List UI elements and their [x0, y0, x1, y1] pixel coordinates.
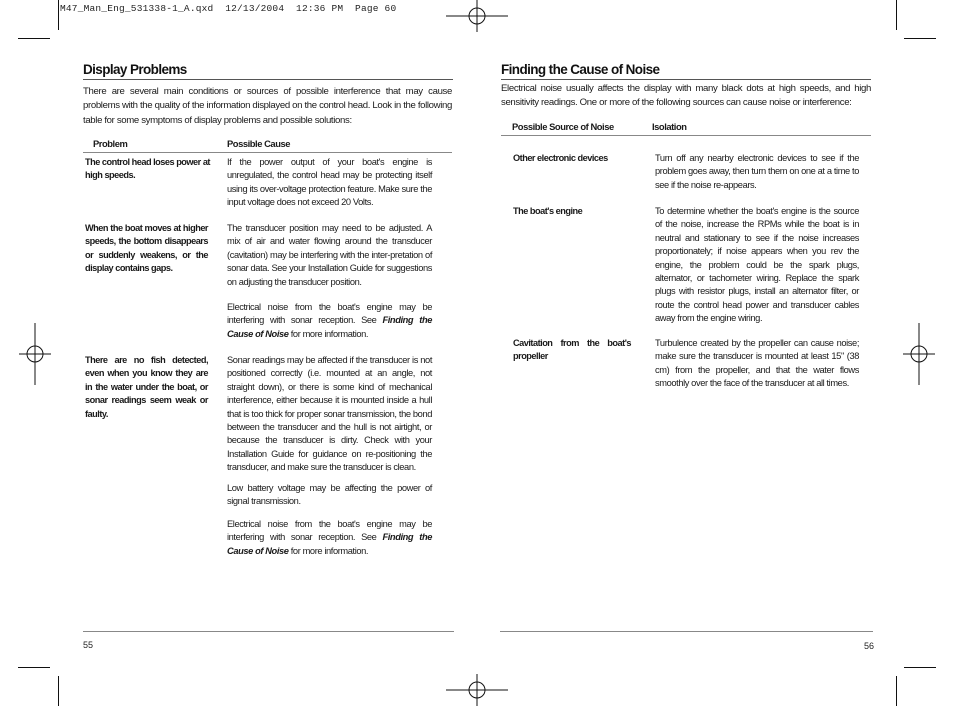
source-cell: The boat's engine	[513, 206, 583, 216]
cause-cell: If the power output of your boat's engine is unregulated, the control head may be protecting itself using its over-voltage protection feature. Make sure the input voltage does not exceed 20 Volts.	[227, 157, 432, 208]
isolation-cell: To determine whether the boat's engine is the source of the noise, increase the RPMs while the boat is in neutral and stationary to see if the noise increases proportionately; if noise appears when you rev the engine, the problem could be the spark plugs, alternator, or tachometer wiring. Replace the spark plugs with resistor plugs, install an alternator filter, or route the control head power and transducer cables away from the engine wiring.	[655, 206, 859, 324]
page-number: 56	[864, 641, 875, 651]
cause-cell: The transducer position may need to be adjusted. A mix of air and water flowing around the transducer (cavitation) may be interfering with the inter-pretation of sonar data. See your Installation Guide for suggestions on adjusting the transducer position.	[227, 223, 432, 287]
source-cell: Cavitation from the boat's propeller	[513, 338, 631, 362]
cross-reference: Finding the Cause of Noise	[227, 315, 432, 339]
cause-cell: Sonar readings may be affected if the transducer is not positioned correctly (i.e. mounted at an angle, not straight down), or there is some kind of mechanical interference, either because it is mounted inside a hull that is too thick for proper sonar transmission, the bond between the transducer and the hull is not airtight, or because the transducer is dirty. Check with your Installation Guide for guidance on re-positioning the transducer, and make sure the transducer is clean.	[227, 355, 432, 473]
source-cell: Other electronic devices	[513, 153, 608, 163]
title-underline	[83, 79, 453, 80]
title-underline	[501, 79, 871, 80]
isolation-cell: Turn off any nearby electronic devices to see if the problem goes away, then turn them on one at a time to see if the noise re-appears.	[655, 153, 859, 190]
registration-mark-icon	[4, 323, 66, 385]
registration-mark-icon	[446, 659, 508, 721]
problem-cell: There are no fish detected, even when you know they are in the water under the boat, or sonar readings seem weak or faulty.	[85, 355, 208, 419]
registration-mark-icon	[888, 323, 950, 385]
footer-rule	[83, 631, 454, 632]
column-header-isolation: Isolation	[652, 121, 687, 132]
isolation-cell: Turbulence created by the propeller can cause noise; make sure the transducer is mounted at least 15" (38 cm) from the propeller, and that the water flows smoothly over the face of the transducer at all times.	[655, 338, 859, 389]
cross-reference: Finding the Cause of Noise	[227, 532, 432, 556]
table-header-rule	[501, 135, 871, 136]
column-header-source: Possible Source of Noise	[512, 121, 614, 132]
problem-cell: When the boat moves at higher speeds, the bottom disappears or suddenly weakens, or the display contains gaps.	[85, 223, 208, 274]
section-title-finding-noise: Finding the Cause of Noise	[501, 62, 660, 77]
cause-cell: Low battery voltage may be affecting the power of signal transmission.	[227, 483, 432, 507]
footer-rule	[500, 631, 873, 632]
column-header-possible-cause: Possible Cause	[227, 138, 291, 149]
column-header-problem: Problem	[93, 138, 128, 149]
page-number: 55	[83, 640, 94, 650]
problem-cell: The control head loses power at high speeds.	[85, 157, 210, 181]
cause-cell: Electrical noise from the boat's engine may be interfering with sonar reception. See Finding the Cause of Noise for more information.	[227, 519, 432, 556]
table-header-rule	[83, 152, 452, 153]
file-slug: M47_Man_Eng_531338-1_A.qxd 12/13/2004 12:36 PM Page 60	[60, 3, 397, 14]
cause-cell: Electrical noise from the boat's engine may be interfering with sonar reception. See Finding the Cause of Noise for more information.	[227, 302, 432, 339]
intro-paragraph: Electrical noise usually affects the display with many black dots at high speeds, and high sensitivity readings. One or more of the following sources can cause noise or interference:	[501, 83, 871, 109]
section-title-display-problems: Display Problems	[83, 62, 187, 77]
registration-mark-icon	[446, 0, 508, 47]
intro-paragraph: There are several main conditions or sources of possible interference that may cause problems with the quality of the information displayed on the control head. Look in the following table for some symptoms of display problems and possible solutions:	[83, 86, 452, 126]
